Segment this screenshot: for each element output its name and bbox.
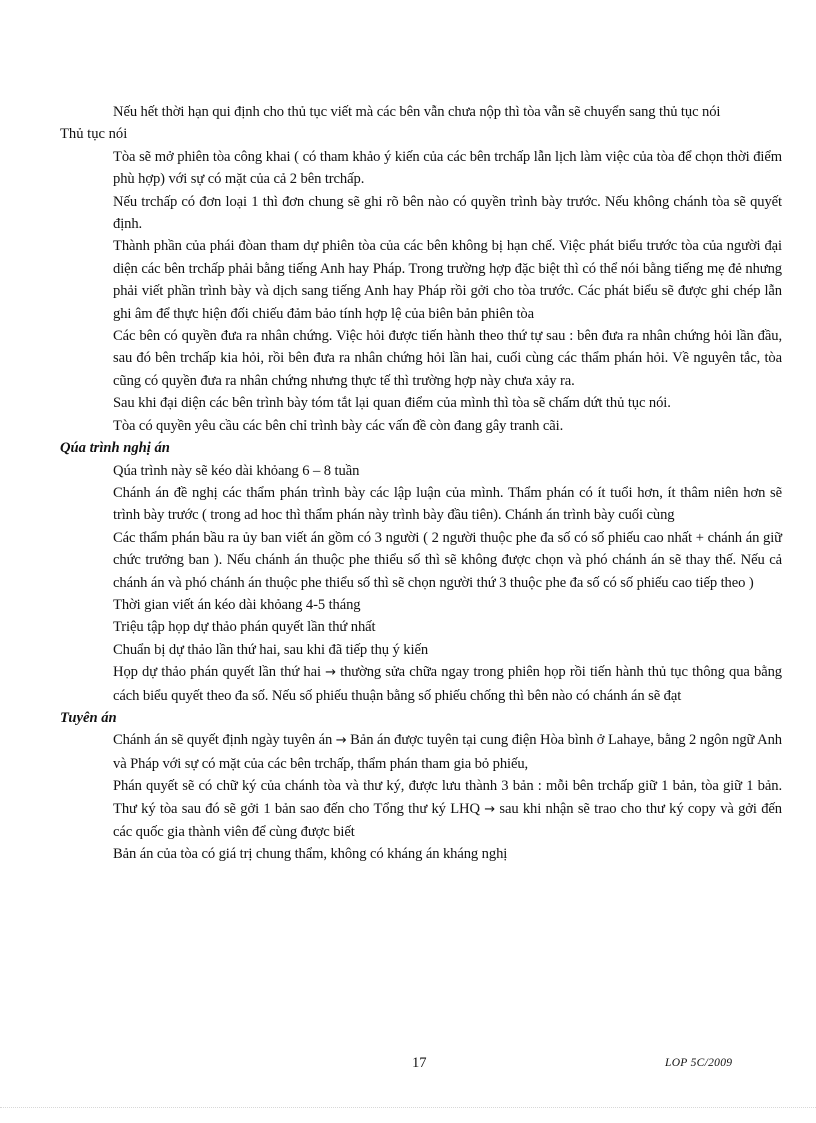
page-bottom-divider xyxy=(0,1107,816,1108)
footer-class-label: LOP 5C/2009 xyxy=(665,1057,733,1069)
right-arrow-icon: → xyxy=(335,733,347,749)
heading-deliberation: Qúa trình nghị án xyxy=(60,440,170,457)
paragraph-deliberation-7 xyxy=(113,661,782,707)
page-number: 17 xyxy=(412,1055,427,1071)
verdict-1-part-a: Chánh án sẽ quyết định ngày tuyên án xyxy=(113,732,336,749)
heading-verdict: Tuyên án xyxy=(60,709,117,726)
verdict-2-part-b: sau khi nhận sẽ trao cho thư ký copy và gởi đến các quốc gia thành viên để cùng được biết xyxy=(113,800,782,840)
heading-oral-procedure: Thủ tục nói xyxy=(60,126,128,143)
paragraph-oral-3: Thành phần của phái đòan tham dự phiên tòa của các bên không bị hạn chế. Việc phát biểu trước tòa của người đại diện các bên trchấp phải bằng tiếng Anh hay Pháp. Trong trường hợp đặc biệt thì có thể nói bằng tiếng mẹ đẻ nhưng phải viết phần trình bày và dịch sang tiếng Anh hay Pháp rồi gởi cho tòa trước. Các phát biểu sẽ được ghi chép lẫn ghi âm để thực hiện đối chiếu đảm bảo tính hợp lệ của biên bản phiên tòa xyxy=(113,238,782,322)
right-arrow-icon: → xyxy=(484,801,496,817)
paragraph-oral-6: Tòa có quyền yêu cầu các bên chỉ trình bày các vấn đề còn đang gây tranh cãi. xyxy=(113,417,564,434)
paragraph-oral-1: Tòa sẽ mở phiên tòa công khai ( có tham khảo ý kiến của các bên trchấp lẫn lịch làm việc của tòa để chọn thời điểm phù hợp) với sự có mặt của cả 2 bên trchấp. xyxy=(113,148,782,188)
paragraph-verdict-1 xyxy=(113,729,782,775)
paragraph-oral-2: Nếu trchấp có đơn loại 1 thì đơn chung sẽ ghi rõ bên nào có quyền trình bày trước. Nếu không chánh tòa sẽ quyết định. xyxy=(113,193,782,233)
deliberation-7-part-a: Họp dự thảo phán quyết lần thứ hai xyxy=(113,664,326,681)
paragraph-deliberation-6: Chuẩn bị dự thảo lần thứ hai, sau khi đã tiếp thụ ý kiến xyxy=(113,641,429,658)
paragraph-deliberation-2: Chánh án đề nghị các thẩm phán trình bày các lập luận của mình. Thẩm phán có ít tuổi hơn, ít thâm niên hơn sẽ trình bày trước ( trong ad hoc thì thẩm phán này trình bày đầu tiên). Chánh án trình bày cuối cùng xyxy=(113,484,782,524)
paragraph-deliberation-1: Qúa trình này sẽ kéo dài khỏang 6 – 8 tuần xyxy=(113,462,360,479)
paragraph-deliberation-5: Triệu tập họp dự thảo phán quyết lần thứ nhất xyxy=(113,619,376,636)
right-arrow-icon: → xyxy=(325,665,336,681)
deliberation-7-part-b: thường sửa chữa ngay trong phiên họp rồi tiến hành thủ tục thông qua bằng cách biểu quyết theo đa số. Nếu số phiếu thuận bằng số phiếu chống thì bên nào có chánh án sẽ đạt xyxy=(113,664,782,704)
paragraph-deliberation-3: Các thẩm phán bầu ra ủy ban viết án gồm có 3 người ( 2 người thuộc phe đa số có số phiếu cao nhất + chánh án giữ chức trưởng ban ). Nếu chánh án thuộc phe thiểu số thì sẽ không được chọn và phó chánh án sẽ thay thế. Nếu cả chánh án và phó chánh án thuộc phe thiểu số thì sẽ chọn người thứ 3 thuộc phe đa số có số phiếu cao tiếp theo ) xyxy=(113,529,782,591)
paragraph-verdict-3: Bản án của tòa có giá trị chung thẩm, không có kháng án kháng nghị xyxy=(113,846,508,863)
paragraph-written-deadline: Nếu hết thời hạn qui định cho thủ tục viết mà các bên vẫn chưa nộp thì tòa vẫn sẽ chuyển sang thủ tục nói xyxy=(113,104,721,120)
paragraph-deliberation-4: Thời gian viết án kéo dài khỏang 4-5 tháng xyxy=(113,596,361,613)
page-body xyxy=(60,101,782,866)
verdict-2-part-a: Phán quyết sẽ có chữ ký của chánh tòa và thư ký, được lưu thành 3 bản : mỗi bên trchấp giữ 1 bản, tòa giữ 1 bản. Thư ký tòa sau đó sẽ gởi 1 bản sao đến cho Tổng thư ký LHQ xyxy=(113,778,782,817)
paragraph-verdict-2 xyxy=(113,775,782,843)
paragraph-oral-4: Các bên có quyền đưa ra nhân chứng. Việc hỏi được tiến hành theo thứ tự sau : bên đưa ra nhân chứng hỏi lần đầu, sau đó bên trchấp kia hỏi, rồi bên đưa ra nhân chứng hỏi lần hai, cuối cùng các thẩm phán hỏi. Về nguyên tắc, tòa cũng có quyền đưa ra nhân chứng nhưng thực tế thì trường hợp này chưa xảy ra. xyxy=(113,328,782,389)
verdict-1-part-b: Bản án được tuyên tại cung điện Hòa bình ở Lahaye, bằng 2 ngôn ngữ Anh và Pháp với sự có mặt của các bên trchấp, thẩm phán tham gia bỏ phiếu, xyxy=(113,732,782,772)
paragraph-oral-5: Sau khi đại diện các bên trình bày tóm tắt lại quan điểm của mình thì tòa sẽ chấm dứt thủ tục nói. xyxy=(113,395,671,412)
